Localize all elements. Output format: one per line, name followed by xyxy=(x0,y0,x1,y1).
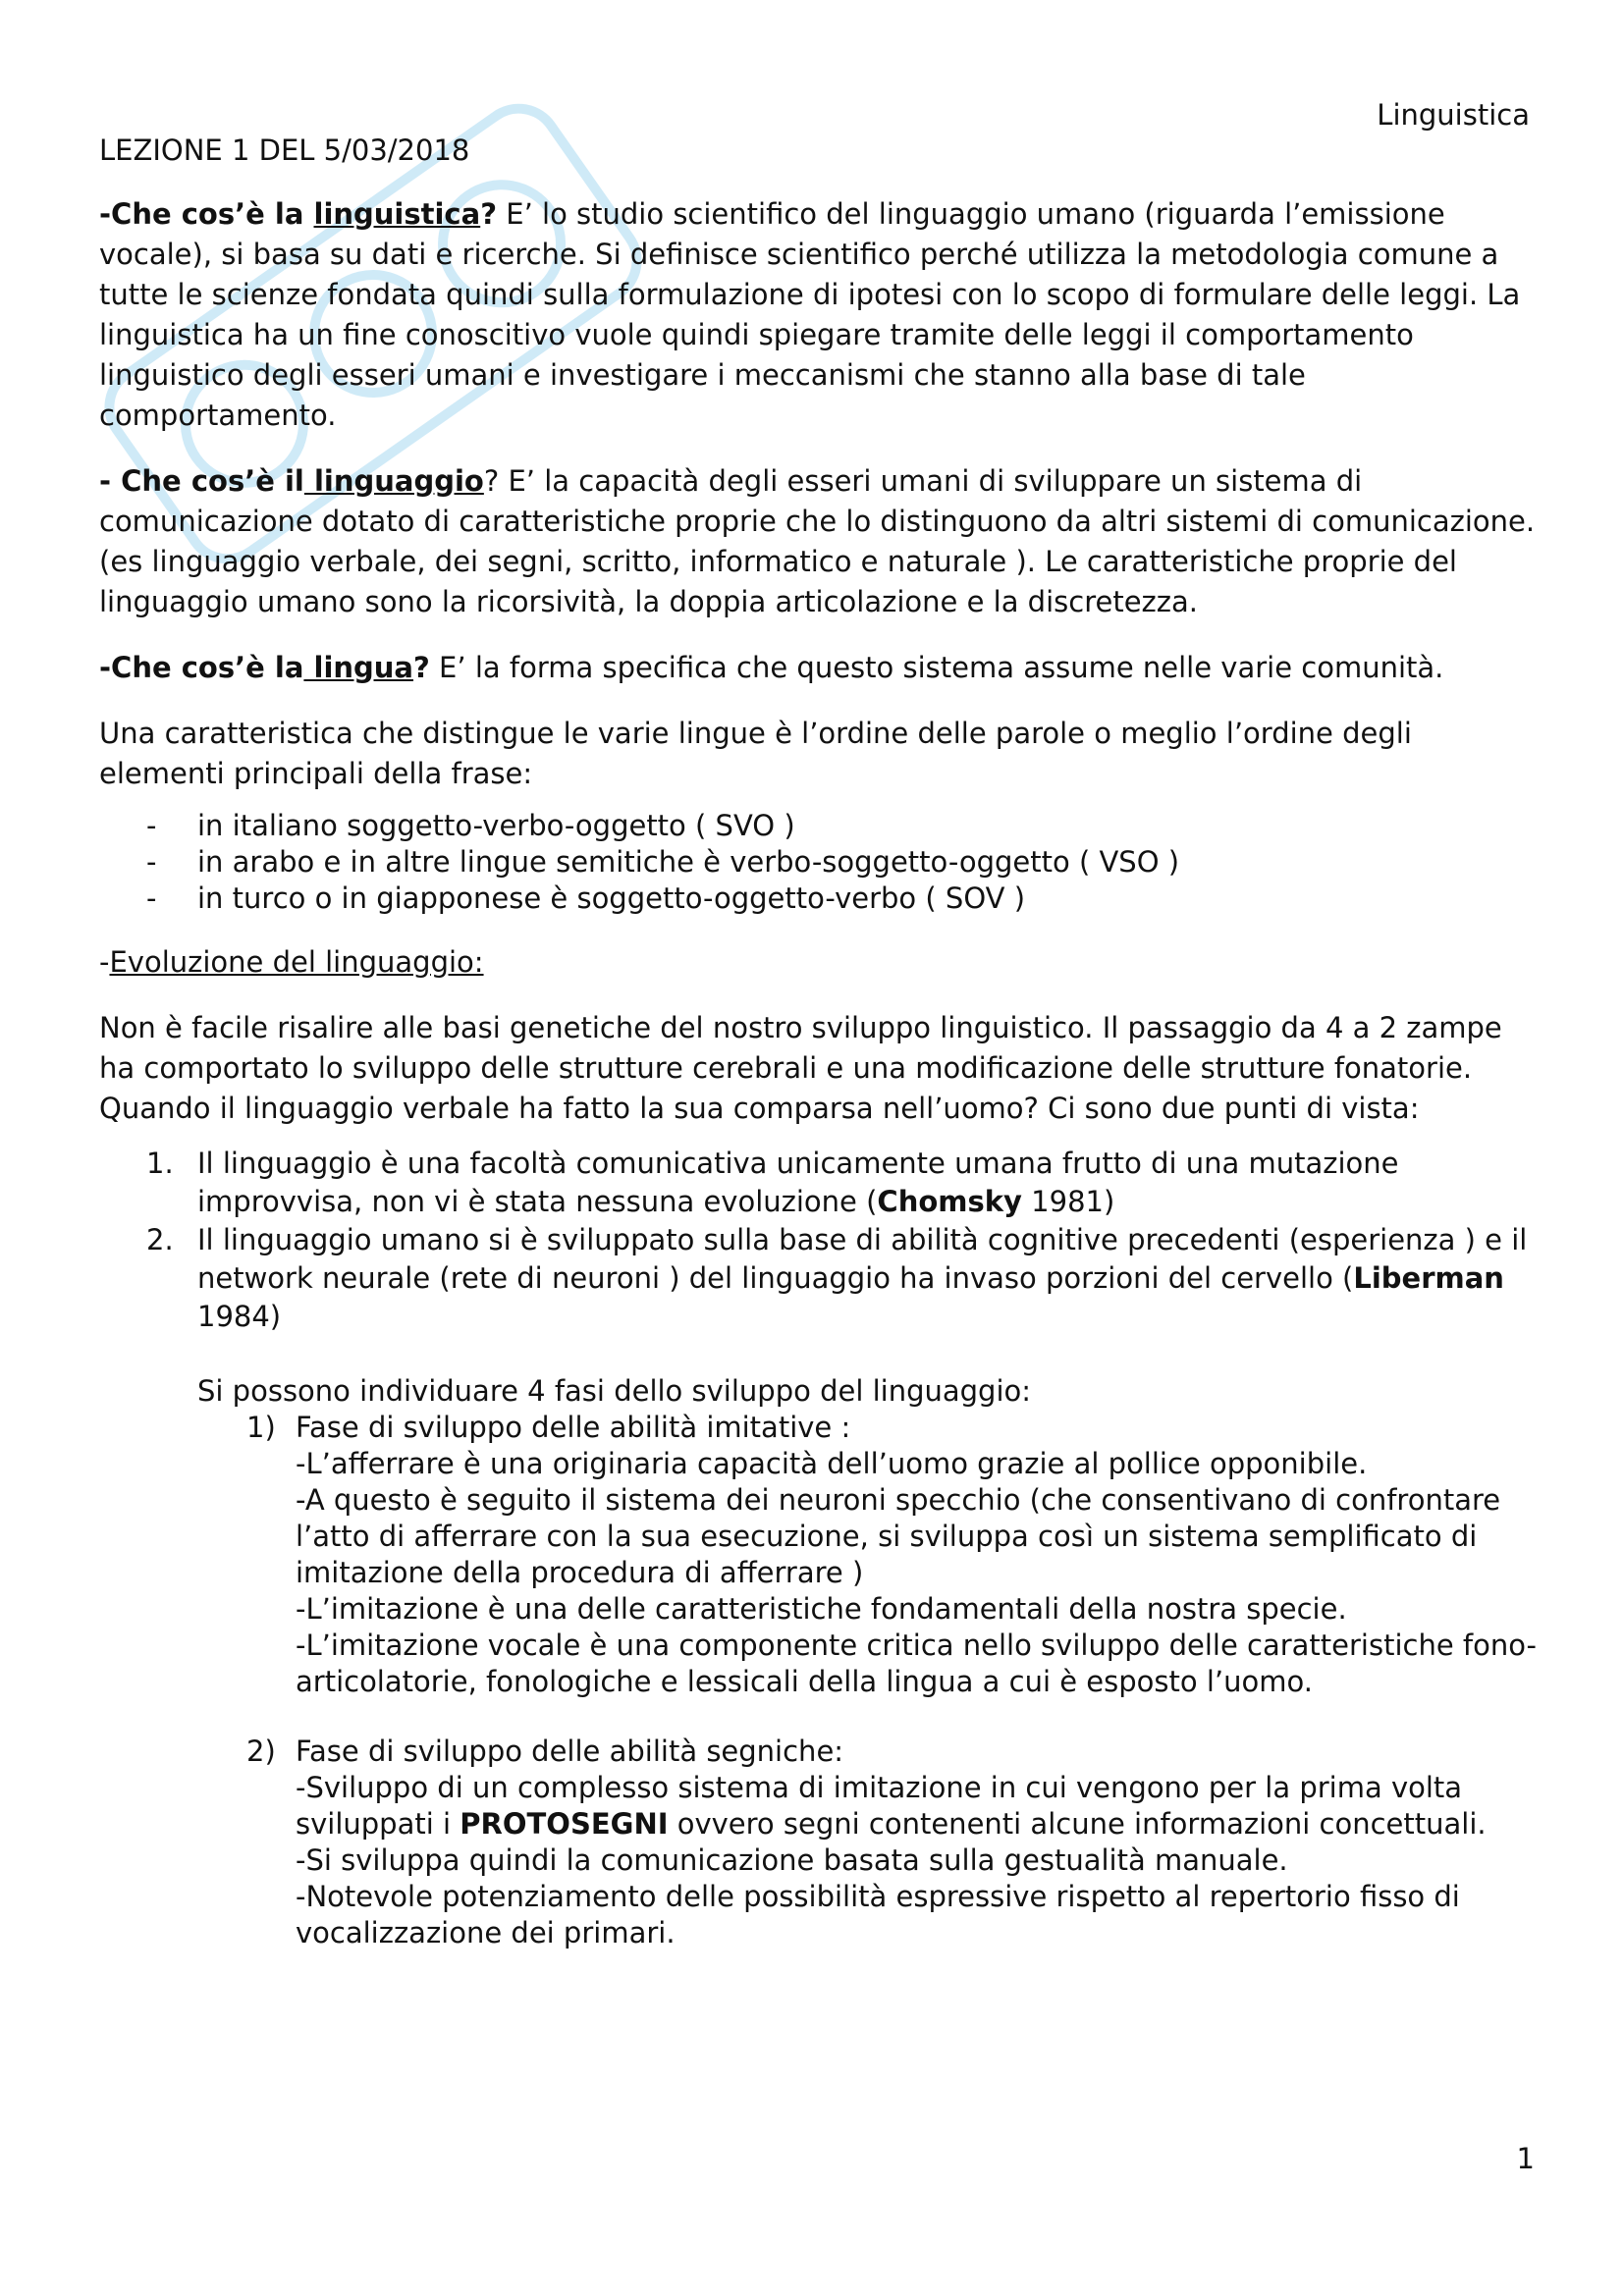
definition-text: E’ la forma specifica che questo sistema assume nelle varie comunità. xyxy=(429,651,1444,684)
protosegni-term: PROTOSEGNI xyxy=(460,1807,669,1841)
word-order-list xyxy=(99,808,1542,917)
list-item xyxy=(99,1145,1542,1221)
phase-line: -A questo è seguito il sistema dei neuroni specchio (che consentivano di confrontare l’atto di afferrare con la sua esecuzione, si sviluppa così un sistema semplificato di imitazione della procedura di afferrare ) xyxy=(296,1483,1501,1589)
heading-dash: - xyxy=(99,945,110,979)
item-text: Il linguaggio è una facoltà comunicativa unicamente umana frutto di una mutazione improvvisa, non vi è stata nessuna evoluzione ( xyxy=(197,1147,1399,1218)
question-linguaggio xyxy=(99,461,1542,622)
lesson-title: LEZIONE 1 DEL 5/03/2018 xyxy=(99,133,470,167)
phase-title: Fase di sviluppo delle abilità imitative : xyxy=(296,1411,851,1444)
viewpoints-list xyxy=(99,1145,1542,1951)
phase-item xyxy=(197,1410,1542,1700)
author-year: 1981) xyxy=(1021,1185,1115,1218)
heading-text: Evoluzione del linguaggio: xyxy=(109,945,484,979)
page-number: 1 xyxy=(1516,2142,1535,2175)
author-name: Liberman xyxy=(1353,1261,1504,1295)
phases-list xyxy=(197,1410,1542,1951)
term-lingua: lingua xyxy=(303,651,414,684)
question-prefix: -Che cos’è la xyxy=(99,651,304,684)
phase-line: -Notevole potenziamento delle possibilità espressive rispetto al repertorio fisso di vocalizzazione dei primari. xyxy=(296,1880,1460,1949)
definition-text: E’ lo studio scientifico del linguaggio umano (riguarda l’emissione vocale), si basa su dati e ricerche. Si definisce scientifico perché utilizza la metodologia comune a tutte le scienze fondata quindi sulla formulazione di ipotesi con lo scopo di formulare delle leggi. La linguistica ha un fine conoscitivo vuole quindi spiegare tramite delle leggi il comportamento linguistico degli esseri umani e investigare i meccanismi che stanno alla base di tale comportamento. xyxy=(99,197,1521,432)
question-prefix: - Che cos’è il xyxy=(99,464,304,498)
phase-line xyxy=(296,1770,1542,1842)
question-mark: ? xyxy=(413,651,430,684)
definition-text: ? E’ la capacità degli esseri umani di sviluppare un sistema di comunicazione dotato di caratteristiche proprie che lo distinguono da altri sistemi di comunicazione. (es linguaggio verbale, dei segni, scritto, informatico e naturale ). Le caratteristiche proprie del linguaggio umano sono la ricorsività, la doppia articolazione e la discretezza. xyxy=(99,464,1536,618)
phases-intro: Si possono individuare 4 fasi dello sviluppo del linguaggio: xyxy=(197,1374,1032,1408)
question-linguistica xyxy=(99,194,1542,436)
list-item: - in italiano soggetto-verbo-oggetto ( SVO ) xyxy=(99,808,1542,844)
question-lingua xyxy=(99,648,1542,688)
document-body xyxy=(99,194,1542,1985)
evolution-intro: Non è facile risalire alle basi genetiche del nostro sviluppo linguistico. Il passaggio da 4 a 2 zampe ha comportato lo sviluppo delle strutture cerebrali e una modificazione delle strutture fonatorie. Quando il linguaggio verbale ha fatto la sua comparsa nell’uomo? Ci sono due punti di vista: xyxy=(99,1011,1502,1125)
item-number: 2. xyxy=(146,1223,174,1256)
list-item: - in turco o in giapponese è soggetto-oggetto-verbo ( SOV ) xyxy=(99,881,1542,917)
author-year: 1984) xyxy=(197,1300,282,1333)
term-linguistica: linguistica xyxy=(313,197,481,231)
phase-line: -L’imitazione è una delle caratteristiche fondamentali della nostra specie. xyxy=(296,1592,1347,1626)
phase-line: -L’imitazione vocale è una componente critica nello sviluppo delle caratteristiche fono-articolatorie, fonologiche e lessicali della lingua a cui è esposto l’uomo. xyxy=(296,1629,1537,1698)
phase-number: 1) xyxy=(246,1411,276,1444)
item-text: Il linguaggio umano si è sviluppato sulla base di abilità cognitive precedenti (esperienza ) e il network neurale (rete di neuroni ) del linguaggio ha invaso porzioni del cervello ( xyxy=(197,1223,1528,1295)
word-order-intro: Una caratteristica che distingue le varie lingue è l’ordine delle parole o meglio l’ordine degli elementi principali della frase: xyxy=(99,717,1412,790)
author-name: Chomsky xyxy=(877,1185,1022,1218)
list-item xyxy=(99,1221,1542,1951)
phase-line-text: -Sviluppo di un complesso sistema di imitazione in cui vengono per la prima volta sviluppati i xyxy=(296,1771,1463,1841)
item-number: 1. xyxy=(146,1147,174,1180)
list-item: - in arabo e in altre lingue semitiche è verbo-soggetto-oggetto ( VSO ) xyxy=(99,844,1542,881)
phase-number: 2) xyxy=(246,1735,276,1768)
phase-title: Fase di sviluppo delle abilità segniche: xyxy=(296,1735,844,1768)
question-prefix: -Che cos’è la xyxy=(99,197,314,231)
phase-item xyxy=(197,1734,1542,1951)
phase-line-text: ovvero segni contenenti alcune informazioni concettuali. xyxy=(668,1807,1487,1841)
question-mark: ? xyxy=(480,197,498,231)
phase-line: -L’afferrare è una originaria capacità dell’uomo grazie al pollice opponibile. xyxy=(296,1447,1368,1480)
evolution-heading xyxy=(99,942,1542,983)
term-linguaggio: linguaggio xyxy=(303,464,484,498)
course-title: Linguistica xyxy=(1377,98,1530,132)
phase-line: -Si sviluppa quindi la comunicazione basata sulla gestualità manuale. xyxy=(296,1843,1288,1877)
